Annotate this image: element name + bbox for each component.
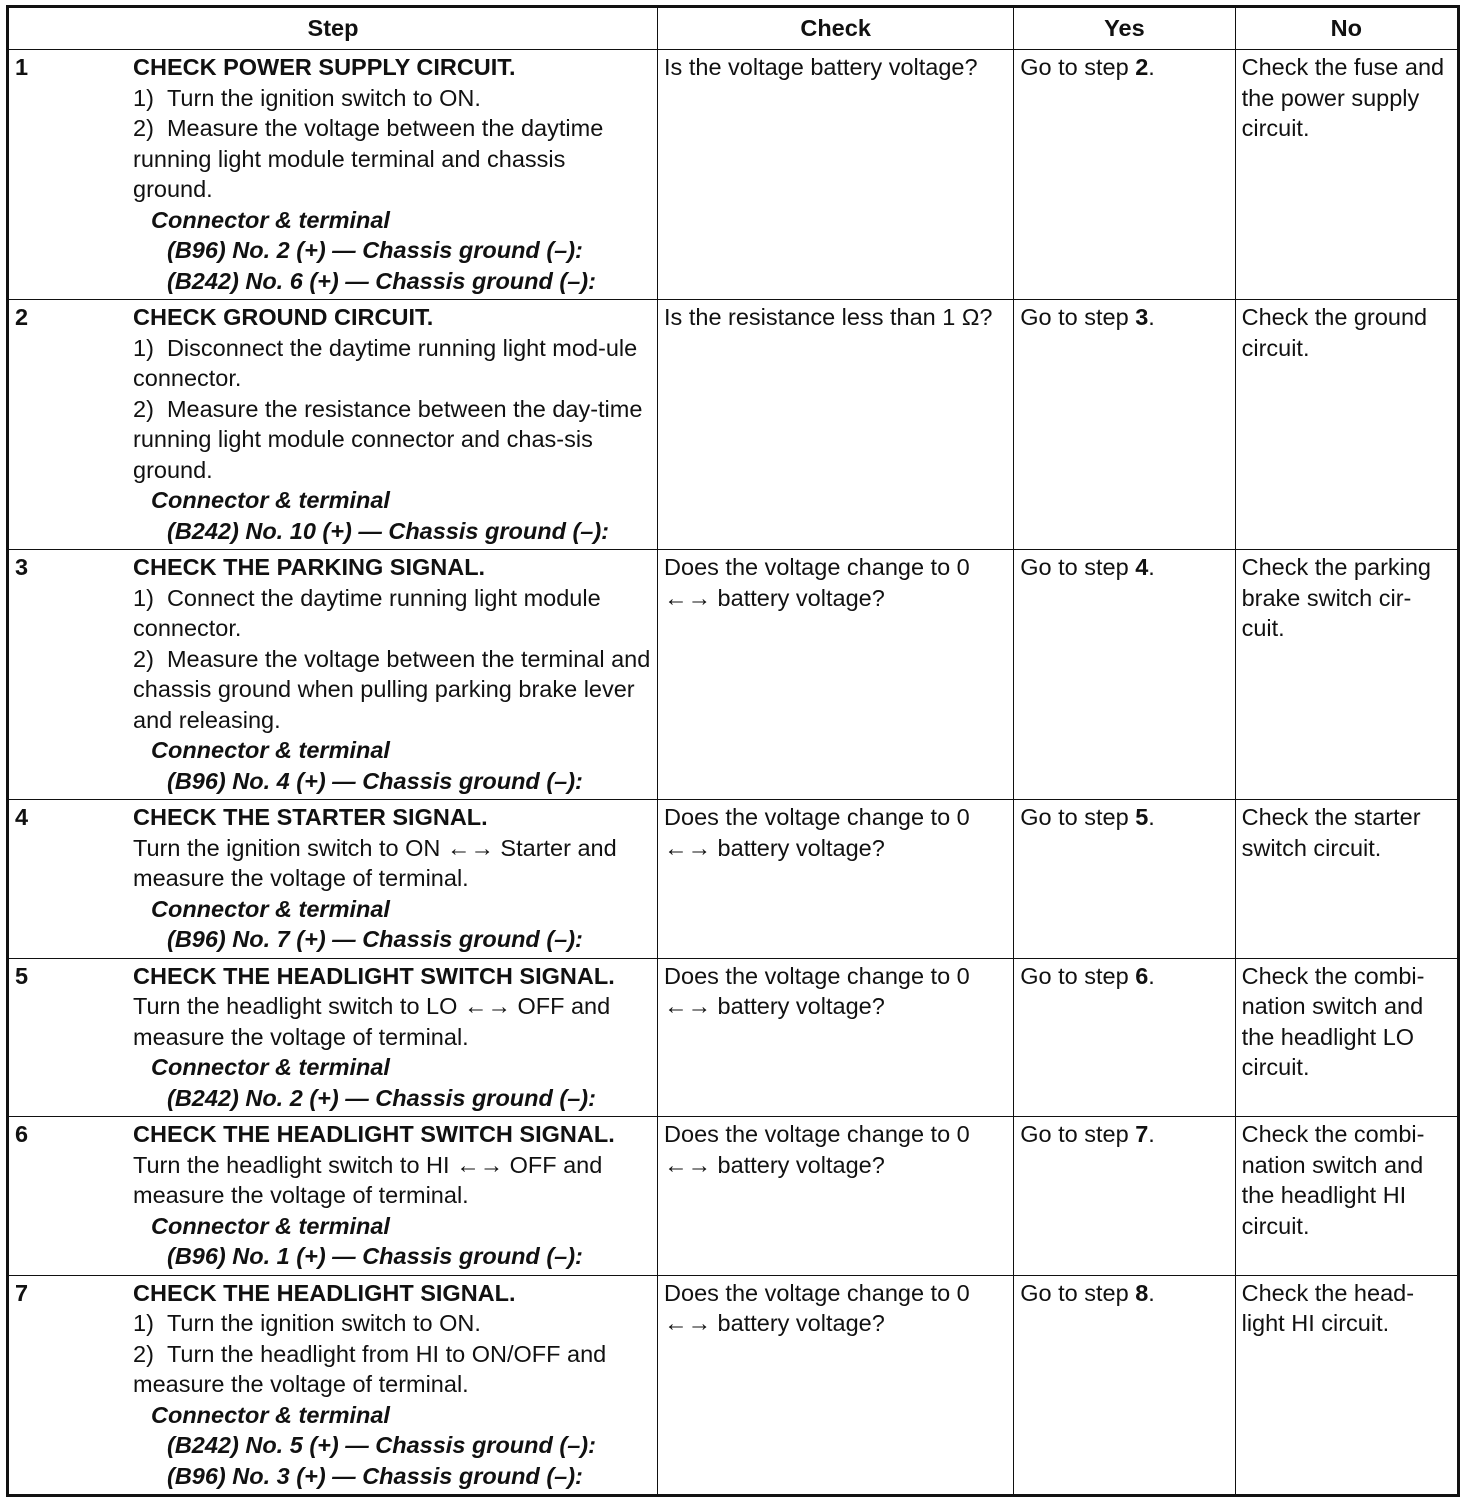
table-row (8, 300, 1459, 550)
step-number: 4 (15, 804, 29, 830)
terminal-spec: (B242) No. 2 (+) — Chassis ground (–): (167, 1084, 596, 1111)
step-instruction: 1) Turn the ignition switch to ON. (133, 1310, 481, 1336)
check-text: Does the voltage change to 0 ←→ battery voltage? (664, 554, 970, 611)
yes-text: Go to step (1020, 804, 1136, 830)
no-cell (1235, 1275, 1458, 1496)
yes-period: . (1148, 962, 1155, 989)
step-cell (8, 550, 658, 800)
step-cell (8, 50, 658, 300)
step-cell (8, 800, 658, 959)
step-instruction: 1) Disconnect the daytime running light mod-ule connector. (133, 334, 638, 391)
no-cell (1235, 50, 1458, 300)
check-cell (658, 550, 1014, 800)
yes-text: Go to step (1020, 1279, 1136, 1306)
step-title: CHECK THE HEADLIGHT SWITCH SIGNAL. (133, 1121, 615, 1147)
yes-period: . (1148, 54, 1155, 80)
yes-text: Go to step (1020, 554, 1136, 580)
yes-period: . (1148, 304, 1155, 330)
step-number: 1 (15, 54, 29, 80)
step-cell (8, 300, 658, 550)
step-instruction: 2) Measure the voltage between the daytime running light module terminal and chassis ground. (133, 115, 604, 202)
step-content (133, 552, 651, 796)
yes-cell (1014, 300, 1235, 550)
no-cell (1235, 550, 1458, 800)
yes-step-number: 3 (1135, 304, 1149, 330)
step-title: CHECK THE HEADLIGHT SWITCH SIGNAL. (133, 962, 615, 989)
step-number: 3 (15, 554, 29, 580)
step-cell (8, 958, 658, 1117)
no-cell (1235, 300, 1458, 550)
check-cell (658, 958, 1014, 1117)
step-content (133, 302, 651, 546)
no-text: Check the combi-nation switch and the headlight HI circuit. (1241, 1121, 1425, 1239)
yes-text: Go to step (1020, 304, 1136, 330)
yes-step-number: 6 (1135, 962, 1149, 989)
yes-text: Go to step (1020, 54, 1136, 80)
step-number: 6 (15, 1121, 29, 1147)
table-row (8, 50, 1459, 300)
table-row (8, 1117, 1459, 1276)
check-cell (658, 800, 1014, 959)
step-instruction: Turn the headlight switch to LO ←→ OFF and measure the voltage of terminal. (133, 993, 611, 1050)
connector-label: Connector & terminal (151, 206, 390, 233)
step-content (133, 1119, 651, 1272)
yes-cell (1014, 800, 1235, 959)
table-row (8, 800, 1459, 959)
no-text: Check the ground circuit. (1241, 304, 1428, 361)
yes-cell (1014, 550, 1235, 800)
step-number: 5 (15, 962, 29, 989)
yes-cell (1014, 50, 1235, 300)
no-cell (1235, 958, 1458, 1117)
yes-step-number: 4 (1135, 554, 1149, 580)
check-text: Is the voltage battery voltage? (664, 54, 978, 80)
yes-step-number: 2 (1135, 54, 1149, 80)
check-text: Does the voltage change to 0 ←→ battery voltage? (664, 804, 970, 861)
connector-label: Connector & terminal (151, 487, 390, 513)
step-cell (8, 1275, 658, 1496)
yes-text: Go to step (1020, 962, 1136, 989)
terminal-spec: (B96) No. 2 (+) — Chassis ground (–): (167, 237, 583, 263)
connector-label: Connector & terminal (151, 737, 390, 763)
check-cell (658, 50, 1014, 300)
step-content (133, 802, 651, 955)
terminal-spec: (B242) No. 6 (+) — Chassis ground (–): (167, 267, 596, 294)
step-title: CHECK THE HEADLIGHT SIGNAL. (133, 1279, 516, 1306)
yes-cell (1014, 958, 1235, 1117)
header-step: Step (8, 7, 658, 50)
connector-label: Connector & terminal (151, 1212, 390, 1239)
check-cell (658, 1117, 1014, 1276)
step-instruction: 2) Measure the voltage between the terminal and chassis ground when pulling parking brake lever and releasing. (133, 645, 651, 733)
terminal-spec: (B96) No. 1 (+) — Chassis ground (–): (167, 1243, 583, 1269)
yes-period: . (1148, 804, 1155, 830)
table-row (8, 958, 1459, 1117)
no-text: Check the fuse and the power supply circuit. (1241, 54, 1445, 141)
check-text: Is the resistance less than 1 Ω? (664, 304, 993, 330)
diagnostic-table (6, 5, 1460, 1497)
table-row (8, 1275, 1459, 1496)
yes-step-number: 8 (1135, 1279, 1149, 1306)
no-text: Check the starter switch circuit. (1241, 804, 1421, 861)
step-number: 2 (15, 304, 29, 330)
step-content (133, 52, 651, 296)
check-text: Does the voltage change to 0 ←→ battery voltage? (664, 1279, 970, 1336)
terminal-spec: (B242) No. 10 (+) — Chassis ground (–): (167, 517, 610, 544)
check-cell (658, 1275, 1014, 1496)
step-title: CHECK THE PARKING SIGNAL. (133, 554, 486, 580)
terminal-spec: (B96) No. 3 (+) — Chassis ground (–): (167, 1462, 583, 1489)
step-instruction: Turn the ignition switch to ON ←→ Starter and measure the voltage of terminal. (133, 834, 617, 891)
terminal-spec: (B242) No. 5 (+) — Chassis ground (–): (167, 1432, 596, 1458)
yes-period: . (1148, 1279, 1155, 1306)
yes-step-number: 7 (1135, 1121, 1149, 1147)
step-number: 7 (15, 1279, 29, 1306)
yes-period: . (1148, 1121, 1155, 1147)
step-instruction: Turn the headlight switch to HI ←→ OFF and measure the voltage of terminal. (133, 1151, 603, 1208)
header-no: No (1235, 7, 1458, 50)
step-content (133, 961, 651, 1114)
no-text: Check the parking brake switch cir-cuit. (1241, 554, 1432, 641)
diagnostic-table-container (6, 5, 1460, 1497)
yes-step-number: 5 (1135, 804, 1149, 830)
terminal-spec: (B96) No. 7 (+) — Chassis ground (–): (167, 926, 583, 952)
step-instruction: 2) Measure the resistance between the day-time running light module connector and chas-sis ground. (133, 395, 643, 483)
header-yes: Yes (1014, 7, 1235, 50)
header-check: Check (658, 7, 1014, 50)
yes-text: Go to step (1020, 1121, 1136, 1147)
check-text: Does the voltage change to 0 ←→ battery voltage? (664, 1121, 970, 1178)
check-text: Does the voltage change to 0 ←→ battery voltage? (664, 962, 970, 1019)
connector-label: Connector & terminal (151, 1401, 390, 1428)
yes-cell (1014, 1117, 1235, 1276)
yes-period: . (1148, 554, 1155, 580)
table-row (8, 550, 1459, 800)
step-cell (8, 1117, 658, 1276)
step-title: CHECK POWER SUPPLY CIRCUIT. (133, 54, 516, 80)
step-content (133, 1278, 651, 1492)
no-cell (1235, 1117, 1458, 1276)
connector-label: Connector & terminal (151, 1054, 390, 1080)
check-cell (658, 300, 1014, 550)
no-text: Check the combi-nation switch and the headlight LO circuit. (1241, 962, 1425, 1080)
step-instruction: 1) Connect the daytime running light module connector. (133, 584, 601, 641)
header-row (8, 7, 1459, 50)
no-cell (1235, 800, 1458, 959)
step-instruction: 1) Turn the ignition switch to ON. (133, 84, 481, 111)
step-title: CHECK THE STARTER SIGNAL. (133, 804, 488, 830)
connector-label: Connector & terminal (151, 895, 390, 922)
terminal-spec: (B96) No. 4 (+) — Chassis ground (–): (167, 767, 583, 794)
step-title: CHECK GROUND CIRCUIT. (133, 304, 434, 330)
no-text: Check the head-light HI circuit. (1241, 1279, 1415, 1336)
step-instruction: 2) Turn the headlight from HI to ON/OFF and measure the voltage of terminal. (133, 1340, 607, 1397)
yes-cell (1014, 1275, 1235, 1496)
